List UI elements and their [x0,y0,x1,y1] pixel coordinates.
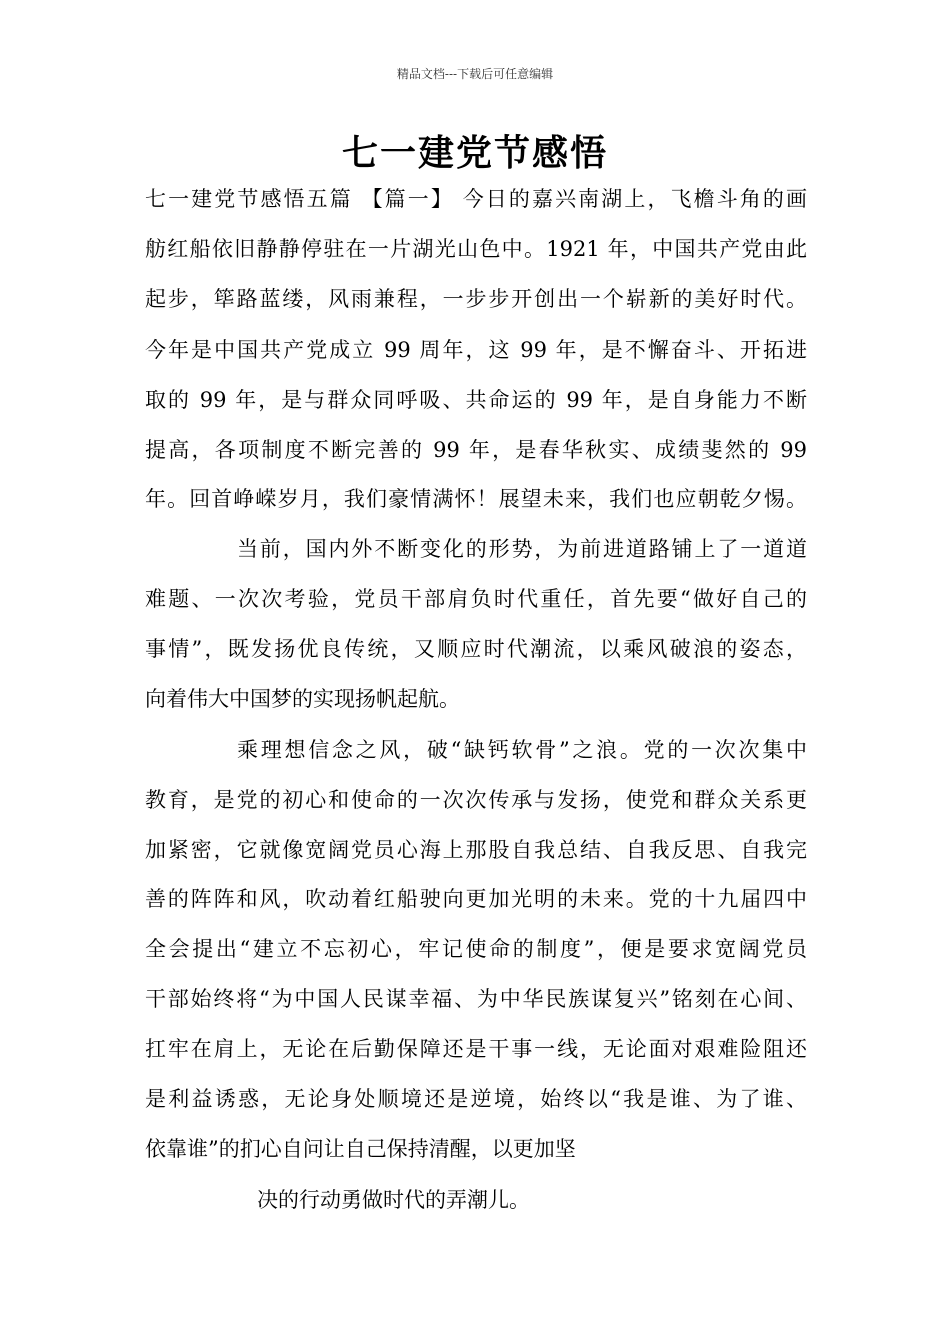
body-line: 舫红船依旧静静停驻在一片湖光山色中。1921 年，中国共产党由此 [145,237,807,261]
body-line: 善的阵阵和风，吹动着红船驶向更加光明的未来。党的十九届四中 [145,887,807,911]
body-line: 事情”，既发扬优良传统，又顺应时代潮流，以乘风破浪的姿态， [145,637,807,661]
body-line: 扛牢在肩上，无论在后勤保障还是干事一线，无论面对艰难险阻还 [145,1037,807,1061]
document-title: 七一建党节感悟 [341,133,608,174]
paragraph-first-line: 当前，国内外不断变化的形势，为前进道路铺上了一道道 [237,537,807,561]
body-line: 教育，是党的初心和使命的一次次传承与发扬，使党和群众关系更 [145,788,807,812]
body-line: 提高，各项制度不断完善的 99 年，是春华秋实、成绩斐然的 99 [145,438,807,462]
body-line: 全会提出“建立不忘初心，牢记使命的制度”，便是要求宽阔党员 [145,937,807,961]
body-line: 取的 99 年，是与群众同呼吸、共命运的 99 年，是自身能力不断 [145,388,807,412]
body-line: 是利益诱惑，无论身处顺境还是逆境，始终以“我是谁、为了谁、 [145,1087,807,1111]
body-line: 年。回首峥嵘岁月，我们豪情满怀！展望未来，我们也应朝乾夕惕。 [145,487,807,511]
body-line: 难题、一次次考验，党员干部肩负时代重任，首先要“做好自己的 [145,587,807,611]
body-line: 决的行动勇做时代的弄潮儿。 [257,1188,530,1212]
body-line: 起步，筚路蓝缕，风雨兼程，一步步开创出一个崭新的美好时代。 [145,287,807,311]
body-line: 今年是中国共产党成立 99 周年，这 99 年，是不懈奋斗、开拓进 [145,338,807,362]
page-header: 精品文档---下载后可任意编辑 [396,67,554,81]
body-line: 依靠谁”的扪心自问让自己保持清醒，以更加坚 [145,1137,576,1161]
body-line: 干部始终将“为中国人民谋幸福、为中华民族谋复兴”铭刻在心间、 [145,987,807,1011]
paragraph-first-line: 乘理想信念之风，破“缺钙软骨”之浪。党的一次次集中 [237,738,807,762]
body-line: 七一建党节感悟五篇 【篇一】 今日的嘉兴南湖上，飞檐斗角的画 [145,187,807,211]
body-line: 加紧密，它就像宽阔党员心海上那股自我总结、自我反思、自我完 [145,838,807,862]
body-line: 向着伟大中国梦的实现扬帆起航。 [145,687,460,711]
